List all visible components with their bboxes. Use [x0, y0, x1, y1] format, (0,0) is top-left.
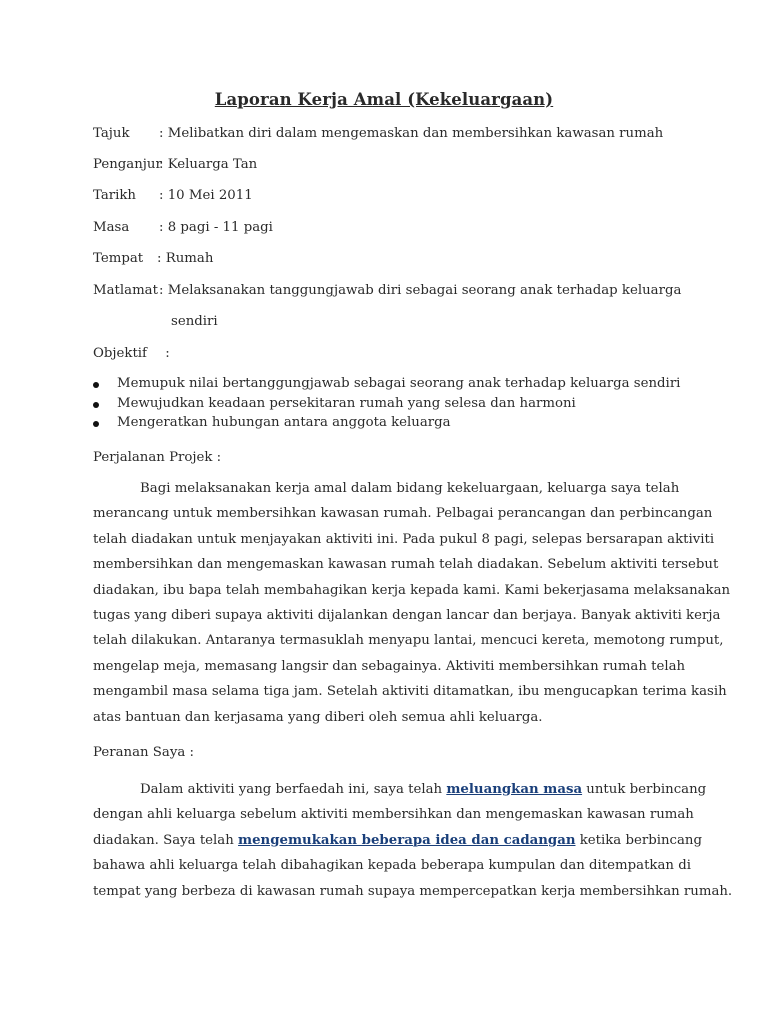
field-label: Tajuk: [93, 126, 130, 141]
field-value: : Melibatkan diri dalam mengemaskan dan membersihkan kawasan rumah: [159, 126, 664, 141]
paragraph-line: bahawa ahli keluarga telah dibahagikan kepada beberapa kumpulan dan ditempatkan di: [93, 858, 691, 874]
field-value: : 10 Mei 2011: [159, 188, 253, 203]
field-label: Penganjur: [93, 157, 162, 172]
list-item: Mengeratkan hubungan antara anggota keluarga: [93, 415, 680, 435]
line-text: ketika berbincang: [575, 832, 702, 848]
paragraph-line: [93, 777, 707, 802]
list-item: Mewujudkan keadaan persekitaran rumah yang selesa dan harmoni: [93, 396, 680, 416]
paragraph-line: membersihkan dan mengemaskan kawasan rumah telah diadakan. Sebelum aktiviti tersebut: [93, 557, 719, 573]
list-item: Memupuk nilai bertanggungjawab sebagai seorang anak terhadap keluarga sendiri: [93, 376, 680, 396]
highlight-link[interactable]: mengemukakan beberapa idea dan cadangan: [238, 832, 576, 848]
field-matlamat-continuation: sendiri: [171, 314, 218, 329]
paragraph-line: tempat yang berbeza di kawasan rumah supaya mempercepatkan kerja membersihkan rumah.: [93, 883, 733, 899]
objectives-list: [93, 376, 680, 435]
highlight-link[interactable]: meluangkan masa: [446, 782, 583, 797]
objektif-separator: :: [165, 346, 170, 361]
line-text: diadakan. Saya telah: [93, 832, 239, 848]
field-label: Matlamat: [93, 283, 158, 298]
paragraph-line: [93, 828, 702, 853]
field-value: : Keluarga Tan: [159, 157, 258, 172]
field-label: Tarikh: [93, 188, 136, 203]
paragraph-line: mengelap meja, memasang langsir dan sebagainya. Aktiviti membersihkan rumah telah: [93, 658, 686, 674]
field-label: Masa: [93, 220, 130, 235]
field-label: Tempat: [93, 251, 144, 266]
paragraph-line: dengan ahli keluarga sebelum aktiviti membersihkan dan mengemaskan kawasan rumah: [93, 807, 694, 823]
paragraph-line: merancang untuk membersihkan kawasan rumah. Pelbagai perancangan dan perbincangan: [93, 506, 713, 522]
paragraph-line: mengambil masa selama tiga jam. Setelah aktiviti ditamatkan, ibu mengucapkan terima kasih: [93, 684, 727, 700]
field-value: : Melaksanakan tanggungjawab diri sebagai seorang anak terhadap keluarga: [159, 283, 682, 298]
paragraph-line: atas bantuan dan kerjasama yang diberi oleh semua ahli keluarga.: [93, 709, 543, 725]
paragraph-line: telah diadakan untuk menjayakan aktiviti ini. Pada pukul 8 pagi, selepas bersarapan aktiviti: [93, 531, 715, 547]
peranan-paragraph: [93, 777, 733, 904]
objektif-heading: [93, 346, 170, 361]
paragraph-line: Bagi melaksanakan kerja amal dalam bidang kekeluargaan, keluarga saya telah: [140, 481, 680, 496]
perjalanan-heading: Perjalanan Projek :: [93, 450, 222, 465]
objektif-label: Objektif: [93, 346, 147, 361]
line-text: Dalam aktiviti yang berfaedah ini, saya telah: [140, 782, 447, 797]
paragraph-line: telah dilakukan. Antaranya termasuklah menyapu lantai, mencuci kereta, memotong rumput,: [93, 633, 724, 649]
field-value: : 8 pagi - 11 pagi: [159, 220, 273, 235]
paragraph-line: diadakan, ibu bapa telah membahagikan kerja kepada kami. Kami bekerjasama melaksanakan: [93, 582, 731, 598]
peranan-heading: Peranan Saya :: [93, 745, 194, 760]
document-title: Laporan Kerja Amal (Kekeluargaan): [214, 90, 554, 109]
field-value: : Rumah: [157, 251, 214, 266]
perjalanan-paragraph: [93, 476, 731, 730]
paragraph-line: tugas yang diberi supaya aktiviti dijalankan dengan lancar dan berjaya. Banyak aktiviti kerja: [93, 607, 721, 623]
line-text: untuk berbincang: [582, 782, 707, 797]
